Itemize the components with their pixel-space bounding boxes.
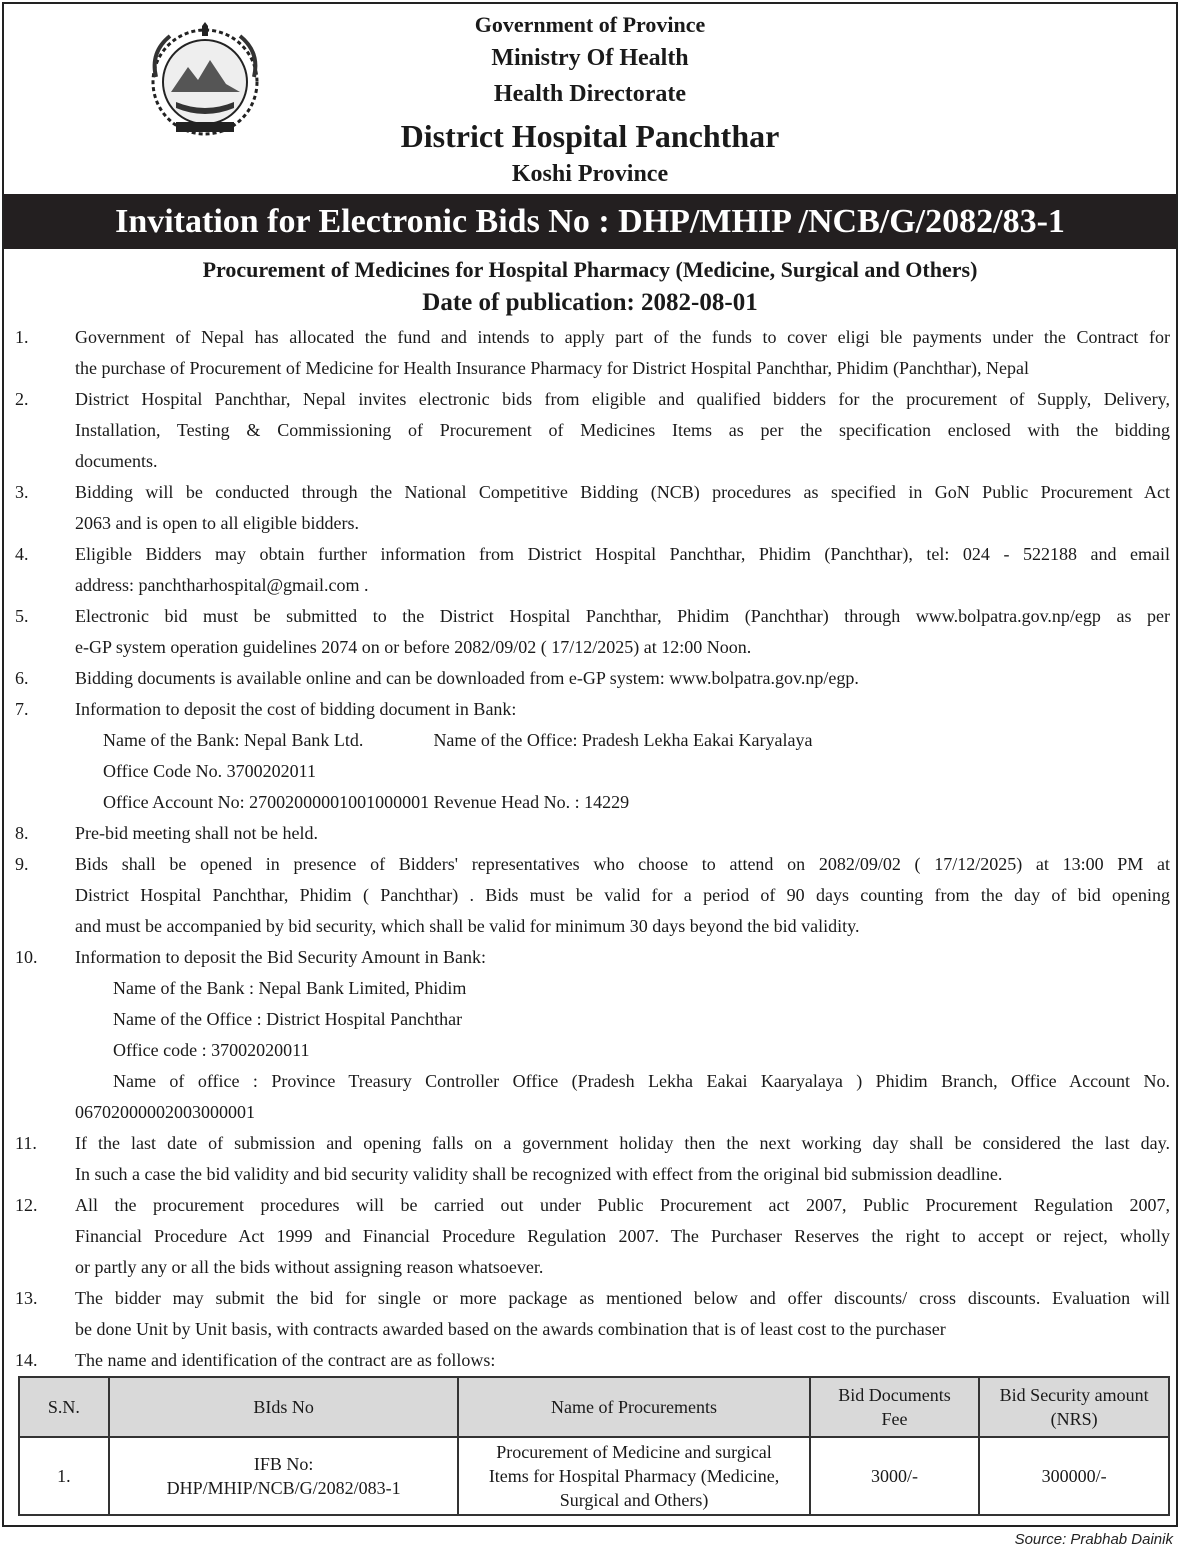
list-item <box>4 942 1176 1128</box>
item-text: Eligible Bidders may obtain further information from District Hospital Panchthar, Phidim (Panchthar), tel: 024 - 522188 and email <box>75 544 1170 564</box>
item-number: 12. <box>15 1195 38 1215</box>
list-item <box>4 818 1176 849</box>
item-number: 6. <box>15 668 29 688</box>
column-header-name: Name of Procurements <box>458 1377 809 1437</box>
cell-text: IFB No: <box>253 1454 314 1474</box>
province-name: Koshi Province <box>511 161 669 187</box>
list-item <box>4 849 1176 942</box>
item-text: or partly any or all the bids without assigning reason whatsoever. <box>75 1257 544 1277</box>
office-account: Office Account No: 27002000001001000001 Revenue Head No. : 14229 <box>103 792 630 812</box>
item-text: Financial Procedure Act 1999 and Financial Procedure Regulation 2007. The Purchaser Reserves the right to accept or reject, wholly <box>75 1226 1170 1246</box>
item-number: 8. <box>15 823 29 843</box>
list-item <box>4 322 1176 384</box>
item-text: documents. <box>75 451 158 471</box>
bank-info-row <box>75 725 1170 756</box>
item-text: Information to deposit the cost of bidding document in Bank: <box>75 699 517 719</box>
header-text: Fee <box>881 1409 908 1429</box>
item-text: Information to deposit the Bid Security Amount in Bank: <box>75 947 486 967</box>
table-row <box>19 1437 1169 1515</box>
item-text: the purchase of Procurement of Medicine for Health Insurance Pharmacy for District Hospital Panchthar, Phidim (Panchthar), Nepal <box>75 358 1029 378</box>
office-name: Name of the Office: Pradesh Lekha Eakai Karyalaya <box>433 730 813 750</box>
item-text: Installation, Testing & Commissioning of Procurement of Medicines Items as per the specification enclosed with the bidding <box>75 420 1170 440</box>
item-text: The bidder may submit the bid for single or more package as mentioned below and offer discounts/ cross discounts. Evaluation will <box>75 1288 1170 1308</box>
item-number: 7. <box>15 699 29 719</box>
item-text: Electronic bid must be submitted to the District Hospital Panchthar, Phidim (Panchthar) through www.bolpatra.gov.np/egp as per <box>75 606 1170 626</box>
procurement-subtitle: Procurement of Medicines for Hospital Pharmacy (Medicine, Surgical and Others) <box>202 257 978 282</box>
list-item <box>4 1283 1176 1345</box>
notice-body <box>4 322 1176 1376</box>
notice-frame <box>2 2 1178 1527</box>
item-number: 9. <box>15 854 29 874</box>
item-text: All the procurement procedures will be carried out under Public Procurement act 2007, Public Procurement Regulation 2007, <box>75 1195 1170 1215</box>
item-text: 2063 and is open to all eligible bidders. <box>75 513 359 533</box>
office-code: Office code : 37002020011 <box>113 1040 310 1060</box>
item-text: District Hospital Panchthar, Phidim ( Panchthar) . Bids must be valid for a period of 90 days counting from the day of bid opening <box>75 885 1170 905</box>
item-number: 3. <box>15 482 29 502</box>
item-text: The name and identification of the contract are as follows: <box>75 1350 496 1370</box>
item-text: Government of Nepal has allocated the fund and intends to apply part of the funds to cover eligi ble payments under the Contract for <box>75 327 1170 347</box>
item-number: 2. <box>15 389 29 409</box>
cell-fee: 3000/- <box>810 1437 980 1515</box>
list-item <box>4 1345 1176 1376</box>
item-number: 11. <box>15 1133 37 1153</box>
list-item <box>4 601 1176 663</box>
item-number: 4. <box>15 544 29 564</box>
item-number: 13. <box>15 1288 38 1308</box>
bank-name: Name of the Bank: Nepal Bank Ltd. <box>103 730 364 750</box>
item-text: Pre-bid meeting shall not be held. <box>75 823 318 843</box>
cell-bids-no <box>109 1437 459 1515</box>
item-number: 10. <box>15 947 38 967</box>
hospital-name: District Hospital Panchthar <box>400 118 780 154</box>
cell-text: Items for Hospital Pharmacy (Medicine, <box>488 1466 780 1486</box>
column-header-fee <box>810 1377 980 1437</box>
directorate-label: Health Directorate <box>493 81 687 107</box>
list-item <box>4 477 1176 539</box>
office-code: Office Code No. 3700202011 <box>103 761 316 781</box>
item-text: District Hospital Panchthar, Nepal invites electronic bids from eligible and qualified bidders for the procurement of Supply, Delivery, <box>75 389 1170 409</box>
cell-text: Procurement of Medicine and surgical <box>496 1442 772 1462</box>
column-header-security <box>979 1377 1169 1437</box>
notice-header <box>4 4 1176 194</box>
list-item <box>4 663 1176 694</box>
office-account: 06702000002003000001 <box>75 1102 255 1122</box>
cell-text: Surgical and Others) <box>559 1490 709 1510</box>
government-label: Government of Province <box>474 12 706 37</box>
item-text: e-GP system operation guidelines 2074 on or before 2082/09/02 ( 17/12/2025) at 12:00 Noon. <box>75 637 752 657</box>
bank-name: Name of the Bank : Nepal Bank Limited, Phidim <box>113 978 467 998</box>
contact-email: address: panchtharhospital@gmail.com . <box>75 575 369 595</box>
item-text: If the last date of submission and opening falls on a government holiday then the next working day shall be considered the last day. <box>75 1133 1170 1153</box>
cell-name <box>458 1437 809 1515</box>
column-header-bids-no: BIds No <box>109 1377 459 1437</box>
list-item <box>4 539 1176 601</box>
item-number: 14. <box>15 1350 38 1370</box>
cell-text: DHP/MHIP/NCB/G/2082/083-1 <box>166 1478 401 1498</box>
header-text: Bid Documents <box>838 1385 951 1405</box>
item-text: be done Unit by Unit basis, with contracts awarded based on the awards combination that is of least cost to the purchaser <box>75 1319 946 1339</box>
source-credit: Source: Prabhab Dainik <box>1014 1531 1173 1548</box>
treasury-office: Name of office : Province Treasury Controller Office (Pradesh Lekha Eakai Kaaryalaya ) Phidim Branch, Office Account No. <box>113 1071 1170 1091</box>
header-text: Bid Security amount <box>999 1385 1149 1405</box>
column-header-sn: S.N. <box>19 1377 109 1437</box>
contracts-table <box>18 1376 1170 1516</box>
item-text: Bids shall be opened in presence of Bidders' representatives who choose to attend on 2082/09/02 ( 17/12/2025) at 13:00 PM at <box>75 854 1170 874</box>
list-item <box>4 384 1176 477</box>
invitation-title-banner: Invitation for Electronic Bids No : DHP/MHIP /NCB/G/2082/83-1 <box>4 194 1176 249</box>
header-text: (NRS) <box>1050 1409 1098 1429</box>
item-text: In such a case the bid validity and bid security validity shall be recognized with effect from the original bid submission deadline. <box>75 1164 1003 1184</box>
item-text: Bidding documents is available online and can be downloaded from e-GP system: www.bolpatra.gov.np/egp. <box>75 668 859 688</box>
cell-sn: 1. <box>19 1437 109 1515</box>
publication-date: Date of publication: 2082-08-01 <box>422 289 758 316</box>
item-text: and must be accompanied by bid security, which shall be valid for minimum 30 days beyond the bid validity. <box>75 916 860 936</box>
table-header-row <box>19 1377 1169 1437</box>
office-name: Name of the Office : District Hospital Panchthar <box>113 1009 463 1029</box>
ministry-label: Ministry Of Health <box>491 45 689 71</box>
list-item <box>4 1190 1176 1283</box>
item-number: 5. <box>15 606 29 626</box>
list-item <box>4 1128 1176 1190</box>
cell-security: 300000/- <box>979 1437 1169 1515</box>
item-text: Bidding will be conducted through the National Competitive Bidding (NCB) procedures as specified in GoN Public Procurement Act <box>75 482 1170 502</box>
list-item <box>4 694 1176 818</box>
item-number: 1. <box>15 327 29 347</box>
